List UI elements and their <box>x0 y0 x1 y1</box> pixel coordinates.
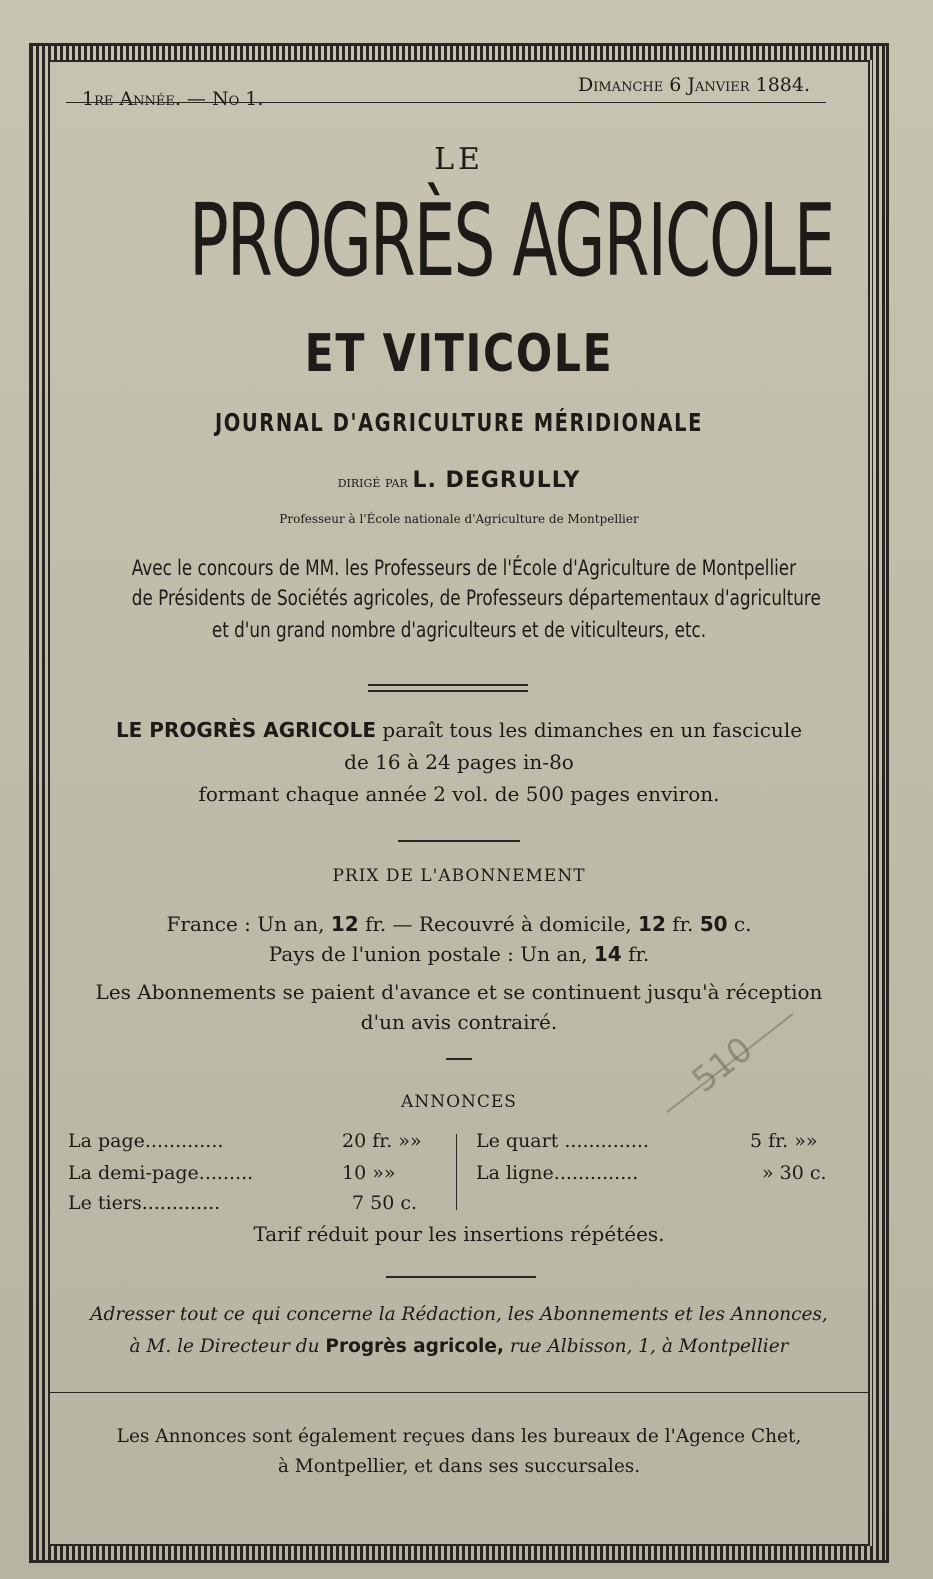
price-union <box>50 942 868 966</box>
price-union-label: Pays de l'union postale : Un an, <box>268 942 588 966</box>
separator-rule <box>386 1276 536 1278</box>
annonce-price: » 30 c. <box>762 1162 827 1184</box>
annonce-row: La page............. <box>68 1130 224 1152</box>
annonces-heading: ANNONCES <box>401 1092 517 1112</box>
price-france-domicile-label: fr. — Recouvré à domicile, <box>365 912 632 936</box>
address-line-1: Adresser tout ce qui concerne la Rédaction, les Abonnements et les Annonces, <box>90 1304 828 1325</box>
annonce-row: La demi-page......... <box>68 1162 254 1184</box>
editor-prefix: dirigé par <box>337 473 408 491</box>
address-street: rue Albisson, 1, à Montpellier <box>509 1336 789 1357</box>
annonce-row: Le tiers............. <box>68 1192 221 1214</box>
prices-heading: PRIX DE L'ABONNEMENT <box>332 866 586 886</box>
annonces-divider <box>456 1134 457 1210</box>
price-france-label: France : Un an, <box>166 912 325 936</box>
separator-rule <box>368 684 528 686</box>
title-article: LE <box>434 142 484 177</box>
issue-number: 1re Année. — No 1. <box>82 88 264 110</box>
tarif-note: Tarif réduit pour les insertions répétées. <box>253 1222 665 1246</box>
address-line-2 <box>50 1336 868 1357</box>
annonce-row: Le quart .............. <box>476 1130 649 1152</box>
publication-line-3: formant chaque année 2 vol. de 500 pages environ. <box>198 782 720 806</box>
title-sub: ET VITICOLE <box>304 324 614 384</box>
editor-name: L. DEGRULLY <box>412 468 581 493</box>
separator-rule <box>398 840 520 842</box>
price-france <box>50 912 868 936</box>
price-france-year: 12 <box>330 912 359 936</box>
prices-note-2: d'un avis contrairé. <box>360 1010 558 1034</box>
annonce-price: 5 fr. »» <box>750 1130 818 1152</box>
header-rule <box>66 102 826 103</box>
editor-line <box>50 468 868 493</box>
price-unit: fr. <box>628 942 650 966</box>
ink-stamp: 510 <box>684 1029 761 1101</box>
concours-line-3: et d'un grand nombre d'agriculteurs et de viticulteurs, etc. <box>211 618 707 642</box>
separator-rule <box>446 1058 472 1060</box>
price-union-year: 14 <box>593 942 622 966</box>
price-unit: c. <box>733 912 752 936</box>
annonce-row: La ligne.............. <box>476 1162 639 1184</box>
annonce-price: 7 50 c. <box>352 1192 418 1214</box>
price-unit: fr. <box>672 912 694 936</box>
title-main: PROGRÈS AGRICOLE <box>189 182 834 299</box>
price-france-domicile: 12 <box>638 912 666 936</box>
price-france-centimes: 50 <box>699 912 728 936</box>
prices-note-1: Les Abonnements se paient d'avance et se continuent jusqu'à réception <box>95 980 823 1004</box>
issue-date: Dimanche 6 Janvier 1884. <box>578 74 810 96</box>
journal-subtitle: JOURNAL D'AGRICULTURE MÉRIDIONALE <box>214 408 704 437</box>
annonce-price: 10 »» <box>342 1162 396 1184</box>
annonce-price: 20 fr. »» <box>342 1130 422 1152</box>
publication-line-2: de 16 à 24 pages in-8o <box>344 750 574 774</box>
publication-frequency: paraît tous les dimanches en un fascicule <box>382 718 803 742</box>
separator-rule <box>368 690 528 692</box>
publication-line-1 <box>50 718 868 742</box>
agency-line-1: Les Annonces sont également reçues dans les bureaux de l'Agence Chet, <box>116 1426 802 1447</box>
address-prefix: à M. le Directeur du <box>129 1336 320 1357</box>
agency-line-2: à Montpellier, et dans ses succursales. <box>277 1456 641 1477</box>
editor-title: Professeur à l'École nationale d'Agriculture de Montpellier <box>279 512 639 526</box>
concours-line-1: Avec le concours de MM. les Professeurs de l'École d'Agriculture de Montpellier <box>131 556 797 580</box>
address-journal-name: Progrès agricole, <box>325 1336 504 1357</box>
publication-name: LE PROGRÈS AGRICOLE <box>115 718 377 742</box>
separator-rule <box>50 1392 868 1393</box>
concours-line-2: de Présidents de Sociétés agricoles, de Professeurs départementaux d'agriculture <box>131 586 821 610</box>
